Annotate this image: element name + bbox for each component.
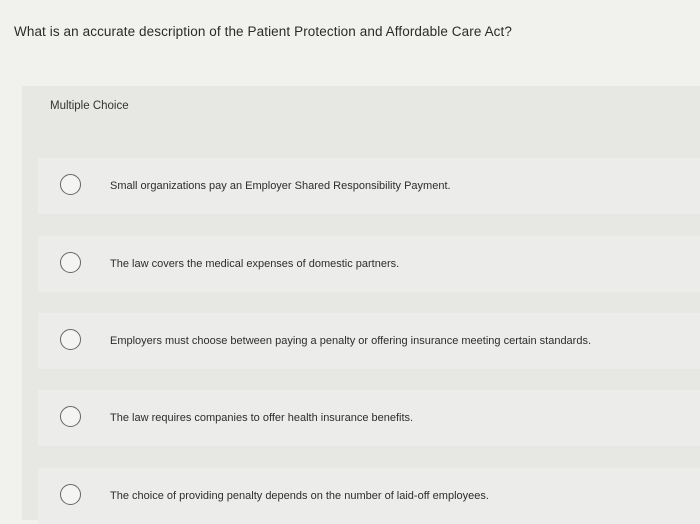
answer-option-label: Small organizations pay an Employer Shared Responsibility Payment. (110, 180, 451, 192)
answer-option-label: Employers must choose between paying a penalty or offering insurance meeting certain standards. (110, 335, 592, 347)
question-text: What is an accurate description of the Patient Protection and Affordable Care Act? (14, 24, 512, 39)
answer-option-label: The law requires companies to offer health insurance benefits. (110, 412, 414, 424)
answer-option-2[interactable] (38, 236, 700, 292)
radio-button-icon[interactable] (60, 252, 81, 273)
answer-option-1[interactable] (38, 158, 700, 214)
radio-button-icon[interactable] (60, 174, 81, 195)
answer-option-4[interactable] (38, 390, 700, 446)
question-type-label: Multiple Choice (50, 100, 129, 112)
answer-option-3[interactable] (38, 313, 700, 369)
radio-button-icon[interactable] (60, 484, 81, 505)
radio-button-icon[interactable] (60, 329, 81, 350)
multiple-choice-panel (22, 86, 700, 520)
answer-option-label: The law covers the medical expenses of domestic partners. (110, 258, 400, 270)
answer-option-label: The choice of providing penalty depends on the number of laid-off employees. (110, 490, 489, 502)
radio-button-icon[interactable] (60, 406, 81, 427)
answer-option-5[interactable] (38, 468, 700, 524)
